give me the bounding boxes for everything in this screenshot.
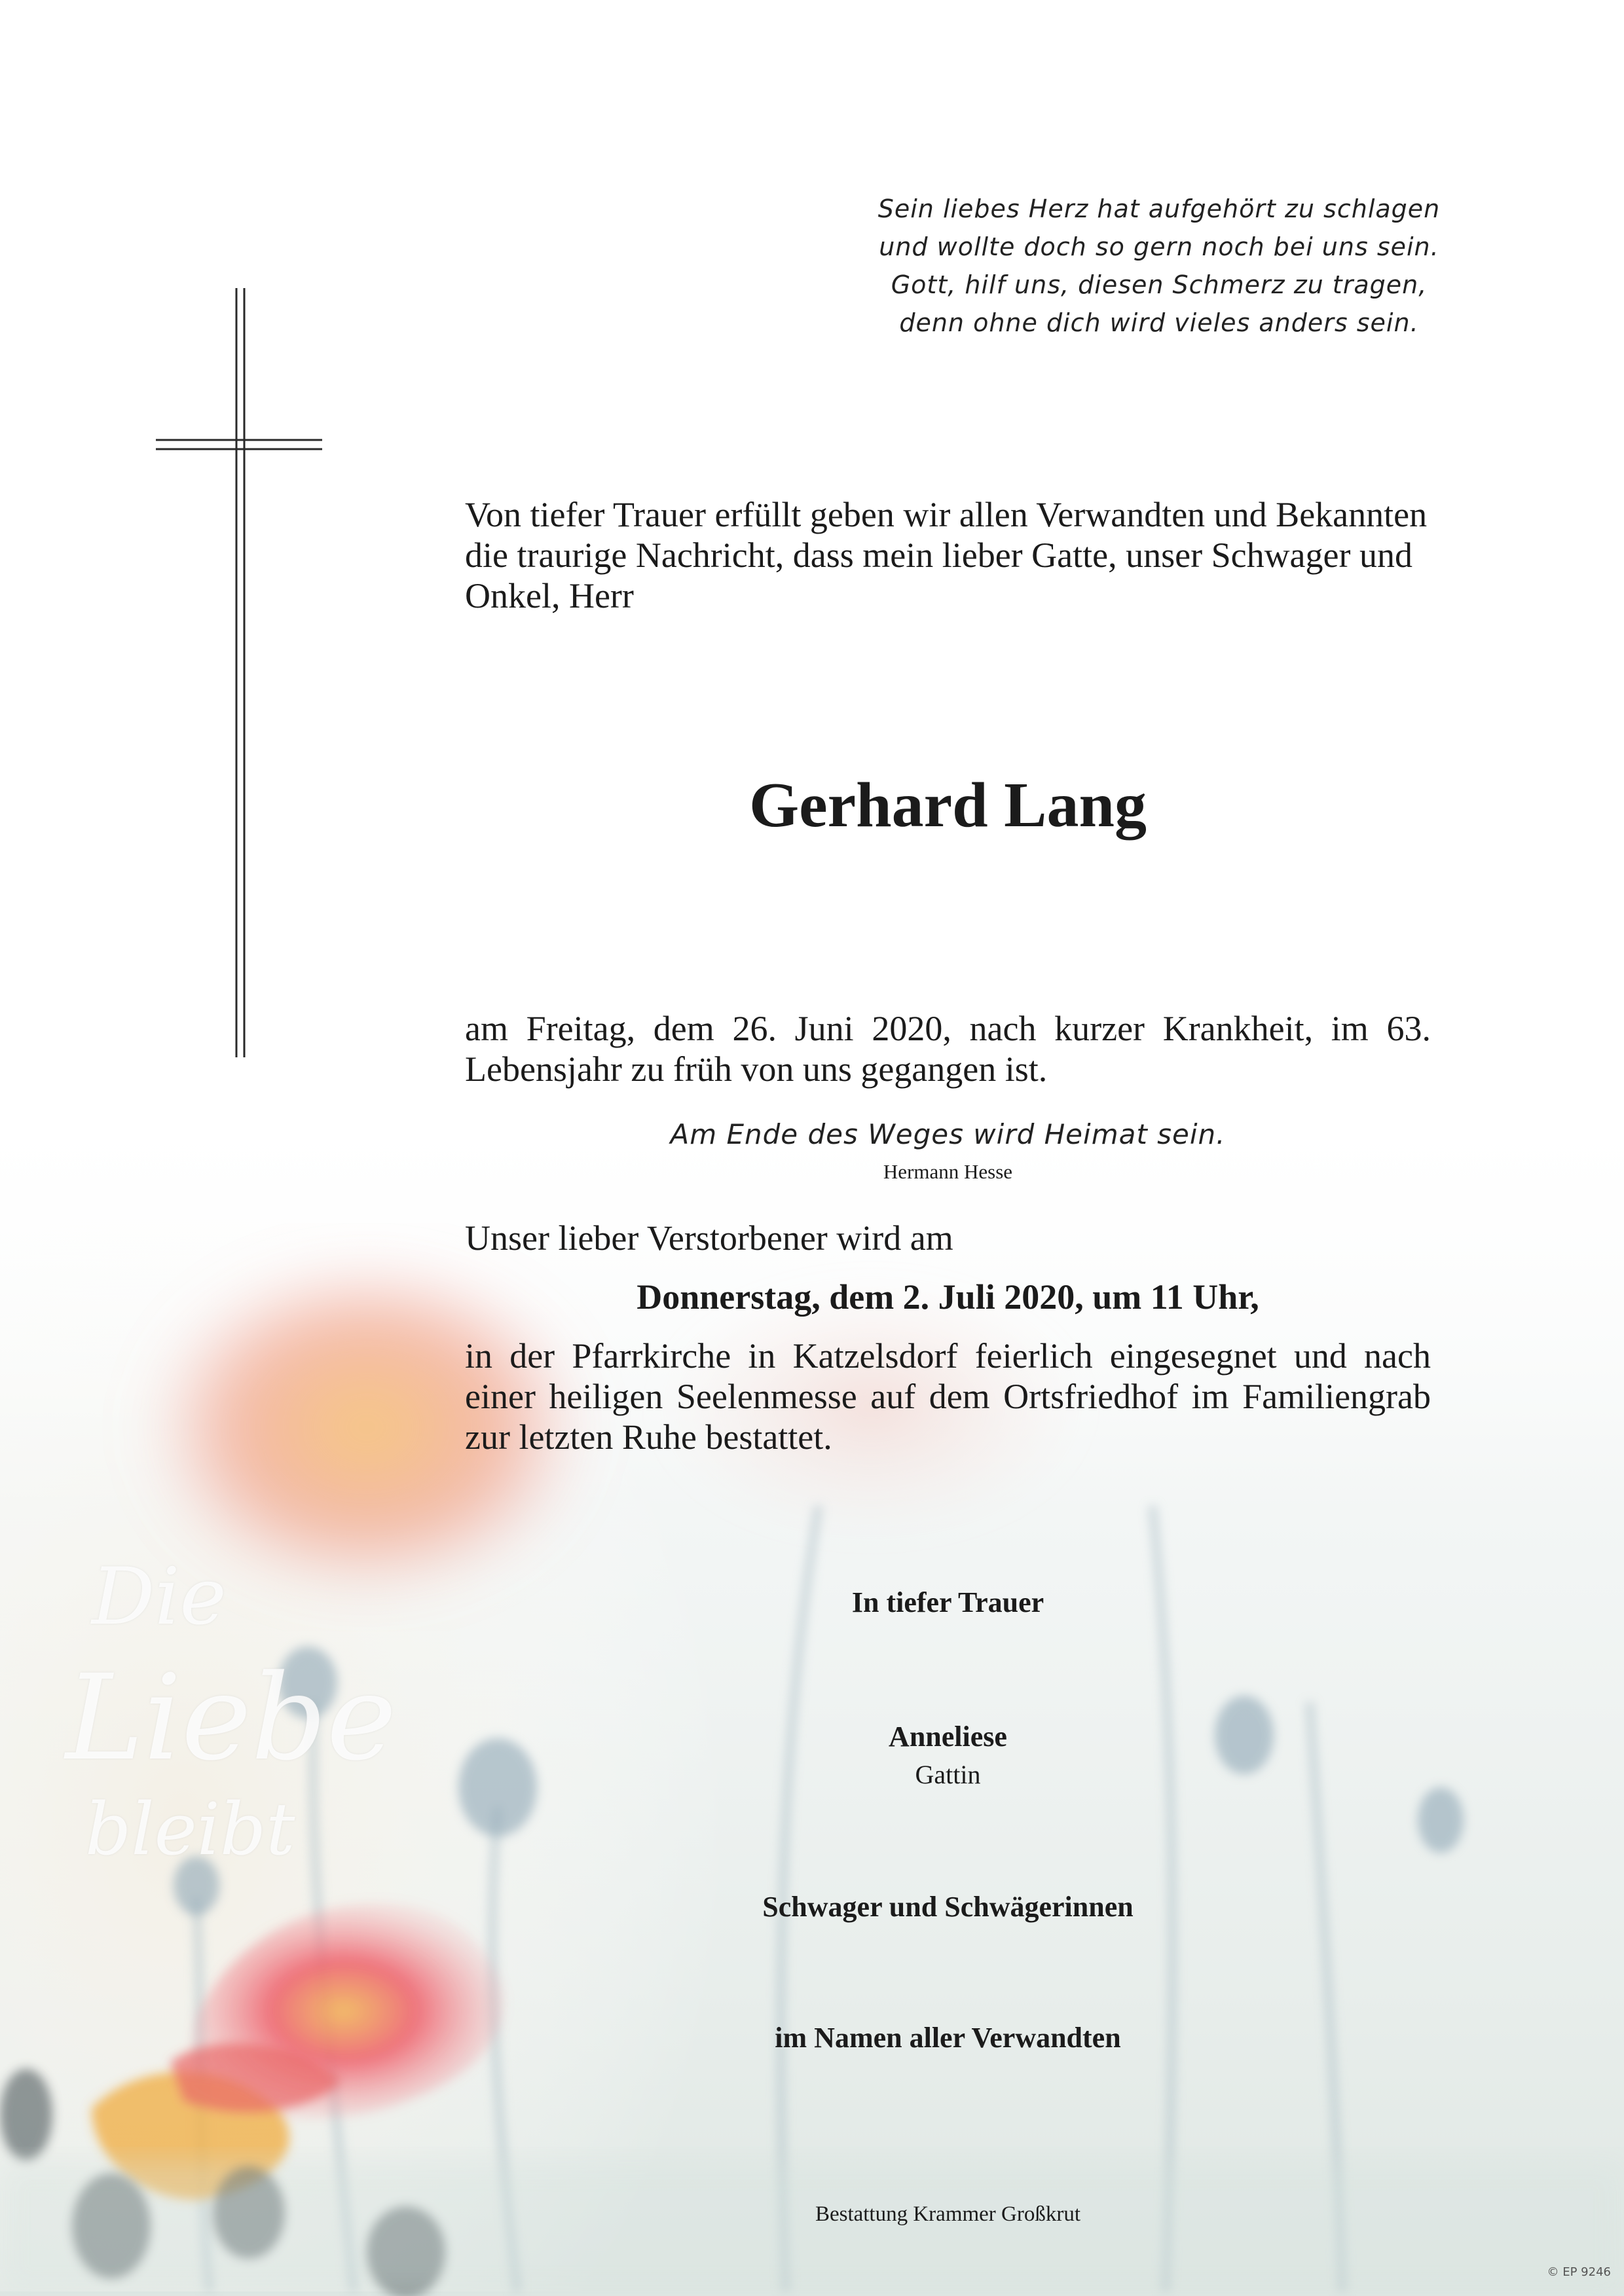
poem [786,190,1532,342]
deceased-name: Gerhard Lang [748,770,1147,841]
spouse-name: Anneliese [889,1721,1007,1753]
poem-line: denn ohne dich wird vieles anders sein. [899,308,1419,337]
poem-line: Gott, hilf uns, diesen Schmerz zu tragen, [891,270,1428,299]
watermark-line-2: Liebe [65,1650,397,1787]
quote-text: Am Ende des Weges wird Heimat sein. [670,1118,1226,1150]
watermark-line-3: bleibt [85,1787,295,1871]
spouse-relation: Gattin [915,1760,981,1789]
funeral-intro: Unser lieber Verstorbener wird am [465,1218,953,1258]
poem-line: Sein liebes Herz hat aufgehört zu schlagen [877,194,1441,223]
watermark-line-1: Die [92,1552,227,1643]
announcement-intro: Von tiefer Trauer erfüllt geben wir allen Verwandten und Bekannten die traurige Nachricht, dass mein lieber Gatte, unser Schwager und Onkel, Herr [465,495,1428,615]
poem-line: und wollte doch so gern noch bei uns sein. [879,232,1439,261]
reference-code: © EP 9246 [1547,2265,1611,2279]
mourner-group: Schwager und Schwägerinnen [762,1891,1134,1923]
funeral-details: in der Pfarrkirche in Katzelsdorf feierlich eingesegnet und nach einer heiligen Seelenmesse auf dem Ortsfriedhof im Familiengrab zur letzten Ruhe bestattet. [465,1336,1431,1457]
funeral-home: Bestattung Krammer Großkrut [815,2202,1081,2226]
mourner-group: im Namen aller Verwandten [775,2022,1121,2054]
watermark-text [52,1552,397,1918]
quote-author: Hermann Hesse [883,1160,1013,1183]
closing-line: In tiefer Trauer [851,1586,1044,1618]
funeral-date: Donnerstag, dem 2. Juli 2020, um 11 Uhr, [637,1277,1259,1317]
death-notice: am Freitag, dem 26. Juni 2020, nach kurzer Krankheit, im 63. Lebensjahr zu früh von uns gegangen ist. [465,1009,1431,1089]
